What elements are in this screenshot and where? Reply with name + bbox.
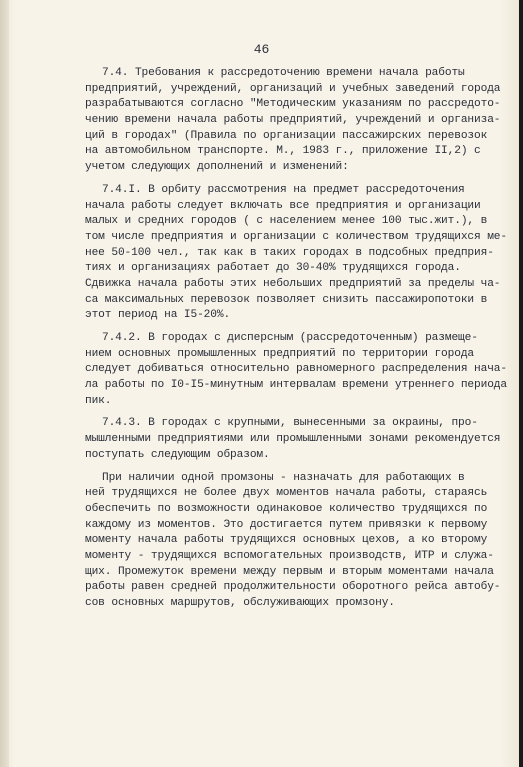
text-line: на автомобильном транспорте. М., 1983 г., приложение II,2) с [85, 145, 481, 158]
text-line: ней трудящихся не более двух моментов начала работы, стараясь [85, 487, 488, 500]
paragraph-gap [85, 409, 497, 416]
text-line: нее 50-100 чел., так как в таких городах в подсобных предприя- [85, 246, 494, 259]
text-line: моменту - трудящихся вспомогательных производств, ИТР и служа- [85, 549, 494, 562]
text-line: 7.4.I. В орбиту рассмотрения на предмет рассредоточения [102, 183, 465, 196]
text-line: работы равен средней продолжительности оборотного рейса автобу- [85, 581, 501, 594]
paragraph-gap [85, 464, 497, 471]
text-line: обеспечить по возможности одинаковое количество трудящихся по [85, 502, 488, 515]
text-line: разрабатываются согласно "Методическим указаниям по рассредото- [85, 98, 501, 111]
text-line: мышленными предприятиями или промышленными зонами рекомендуется [85, 433, 501, 446]
text-line: пик. [85, 394, 112, 407]
text-line: щих. Промежуток времени между первым и вторым моментами начала [85, 565, 494, 578]
text-line: нием основных промышленных предприятий по территории города [85, 347, 475, 360]
text-line: са максимальных перевозок позволяет снизить пассажиропотоки в [85, 293, 488, 306]
document-body [85, 66, 507, 612]
paragraph-gap [85, 324, 497, 331]
text-line: начала работы следует включать все предприятия и организации [85, 199, 481, 212]
text-line: каждому из моментов. Это достигается путем привязки к первому [85, 518, 488, 531]
text-line: учетом следующих дополнений и изменений: [85, 161, 349, 174]
text-line: следует добиваться относительно равномерного распределения нача- [85, 363, 507, 376]
paragraph [85, 416, 501, 463]
text-line: сов основных маршрутов, обслуживающих промзону. [85, 597, 395, 609]
text-line: малых и средних городов ( с населением менее 100 тыс.жит.), в [85, 215, 488, 228]
page-left-edge [0, 0, 9, 767]
paragraph [85, 66, 501, 176]
text-line: 7.4.3. В городах с крупными, вынесенными за окраины, про- [102, 417, 478, 430]
text-line: чению времени начала работы предприятий, учреждений и организа- [85, 114, 501, 127]
text-line: 7.4.2. В городах с дисперсным (рассредоточенным) размеще- [102, 332, 478, 344]
text-line: При наличии одной промзоны - назначать для работающих в [102, 471, 465, 484]
paragraph [85, 183, 507, 324]
text-line: предприятий, учреждений, организаций и учебных заведений города [85, 82, 501, 95]
paragraph-gap [85, 176, 497, 183]
text-line: 7.4. Требования к рассредоточению времени начала работы [102, 67, 465, 79]
page-number: 46 [253, 42, 270, 57]
text-line: моменту начала работы трудящихся основных цехов, а ко второму [85, 534, 488, 547]
page-right-edge [519, 0, 523, 767]
text-line: поступать следующим образом. [85, 448, 270, 461]
paragraph [85, 471, 501, 612]
text-line: ций в городах" (Правила по организации пассажирских перевозок [85, 129, 488, 142]
text-line: том числе предприятия и организации с количеством трудящихся ме- [85, 230, 507, 243]
text-line: Сдвижка начала работы этих небольших предприятий за пределы ча- [85, 277, 501, 290]
text-line: тиях и организациях работает до 30-40% трудящихся города. [85, 262, 461, 275]
text-line: этот период на I5-20%. [85, 309, 231, 322]
paragraph [85, 331, 507, 409]
text-line: ла работы по I0-I5-минутным интервалам времени утреннего периода [85, 379, 507, 392]
